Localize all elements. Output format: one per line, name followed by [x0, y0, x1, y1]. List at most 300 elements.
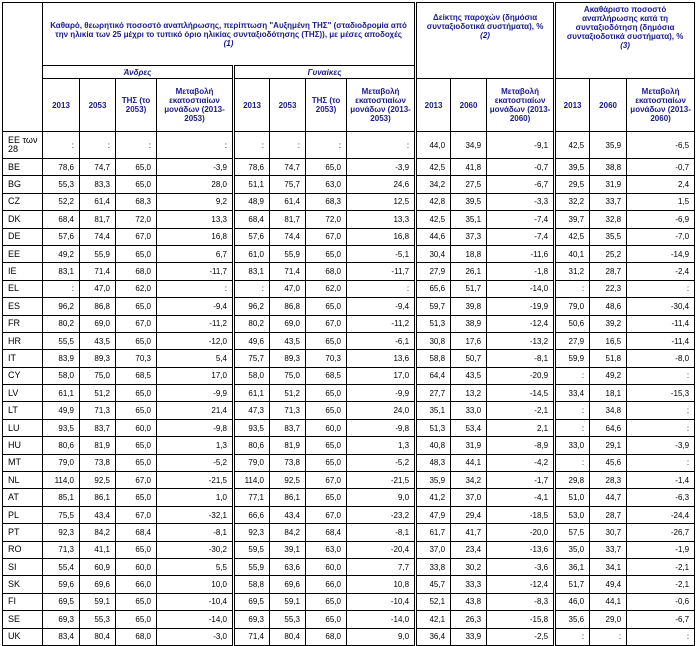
cell-men-2053: 55,9	[80, 245, 116, 262]
col-header-men-change: Μεταβολή εκατοστιαίων μονάδων (2013-2053)	[157, 79, 234, 132]
row-label: LT	[3, 402, 43, 419]
cell-gross-change: :	[627, 402, 695, 419]
cell-benefit-2060: 51,7	[451, 280, 487, 297]
col-header-women-2053: 2053	[270, 79, 306, 132]
cell-women-2053: 84,2	[270, 524, 306, 541]
cell-benefit-change: -18,5	[487, 506, 555, 523]
header-gross-replacement-rate	[555, 3, 695, 79]
cell-women-2013: 58,0	[234, 367, 270, 384]
cell-gross-2060: 49,4	[590, 576, 627, 593]
cell-benefit-2060: 35,1	[451, 211, 487, 228]
row-label: CY	[3, 367, 43, 384]
cell-gross-2060: 51,8	[590, 350, 627, 367]
header-replacement-rate-title: Καθαρό, θεωρητικό ποσοστό αναπλήρωσης, περίπτωση "Αυξημένη ΤΗΣ" (σταδιοδρομία από την ηλικία των 25 μέχρι το τυπικό όριο ηλικίας συνταξιοδότησης (ΤΗΣ)), με μέσες αποδοχές	[50, 20, 407, 39]
cell-women-2013: 69,5	[234, 593, 270, 610]
cell-men-2013: 71,3	[43, 541, 80, 558]
cell-women-2013: 80,6	[234, 437, 270, 454]
row-label: LV	[3, 385, 43, 402]
cell-women-2013: 49,6	[234, 332, 270, 349]
table-row	[3, 437, 695, 454]
table-row	[3, 315, 695, 332]
cell-gross-2013: 32,2	[555, 193, 590, 210]
cell-gross-2013: 29,5	[555, 176, 590, 193]
cell-women-change: -9,9	[347, 385, 416, 402]
cell-benefit-2060: 37,0	[451, 489, 487, 506]
cell-benefit-2013: 44,0	[416, 132, 451, 159]
cell-gross-change: -2,1	[627, 576, 695, 593]
cell-benefit-2013: 44,6	[416, 228, 451, 245]
cell-men-2053: 92,5	[80, 472, 116, 489]
cell-benefit-change: -9,1	[487, 132, 555, 159]
cell-men-2053: 83,7	[80, 419, 116, 436]
cell-women-change: -21,5	[347, 472, 416, 489]
corner-cell-3	[3, 79, 43, 132]
cell-men-ths: 65,0	[116, 176, 157, 193]
cell-women-2013: 61,0	[234, 245, 270, 262]
cell-women-change: -3,9	[347, 159, 416, 176]
cell-gross-2060: :	[590, 628, 627, 645]
cell-men-2053: 71,3	[80, 402, 116, 419]
cell-benefit-2013: 35,1	[416, 402, 451, 419]
cell-benefit-change: -12,4	[487, 576, 555, 593]
cell-benefit-change: -2,1	[487, 402, 555, 419]
table-row	[3, 454, 695, 471]
cell-women-change: :	[347, 280, 416, 297]
row-label: SE	[3, 611, 43, 628]
cell-women-change: 13,3	[347, 211, 416, 228]
cell-benefit-2013: 40,8	[416, 437, 451, 454]
cell-women-change: -5,2	[347, 454, 416, 471]
table-row	[3, 506, 695, 523]
cell-gross-2060: 49,2	[590, 367, 627, 384]
cell-women-ths: 63,0	[306, 176, 347, 193]
cell-men-change: -32,1	[157, 506, 234, 523]
cell-gross-2060: 45,6	[590, 454, 627, 471]
cell-benefit-change: -20,9	[487, 367, 555, 384]
cell-women-change: -14,0	[347, 611, 416, 628]
cell-men-ths: 68,4	[116, 524, 157, 541]
table-row	[3, 245, 695, 262]
cell-gross-2013: 36,1	[555, 558, 590, 575]
cell-women-2013: 51,1	[234, 176, 270, 193]
cell-women-change: -5,1	[347, 245, 416, 262]
cell-gross-2013: 40,1	[555, 245, 590, 262]
cell-gross-2060: 25,2	[590, 245, 627, 262]
cell-men-change: -21,5	[157, 472, 234, 489]
cell-benefit-2060: 34,2	[451, 472, 487, 489]
cell-gross-2060: 35,9	[590, 132, 627, 159]
cell-women-2053: 55,3	[270, 611, 306, 628]
cell-men-ths: 68,5	[116, 367, 157, 384]
cell-gross-2013: 39,5	[555, 159, 590, 176]
cell-women-2013: 55,9	[234, 558, 270, 575]
cell-men-2053: 71,4	[80, 263, 116, 280]
cell-men-ths: 65,0	[116, 332, 157, 349]
cell-men-2013: 83,1	[43, 263, 80, 280]
cell-women-2013: 68,4	[234, 211, 270, 228]
cell-gross-2013: 59,9	[555, 350, 590, 367]
cell-benefit-2060: 27,5	[451, 176, 487, 193]
cell-women-2053: 74,7	[270, 159, 306, 176]
table-row	[3, 419, 695, 436]
cell-men-ths: 67,0	[116, 315, 157, 332]
cell-benefit-2013: 36,4	[416, 628, 451, 645]
cell-gross-2013: 35,6	[555, 611, 590, 628]
cell-benefit-2013: 59,7	[416, 298, 451, 315]
cell-men-change: 16,8	[157, 228, 234, 245]
cell-men-2013: 55,3	[43, 176, 80, 193]
cell-benefit-2060: 44,1	[451, 454, 487, 471]
cell-women-2053: 51,2	[270, 385, 306, 402]
cell-men-ths: 65,0	[116, 454, 157, 471]
cell-men-2013: 52,2	[43, 193, 80, 210]
row-label: FR	[3, 315, 43, 332]
cell-gross-2013: 50,6	[555, 315, 590, 332]
cell-benefit-2013: 48,3	[416, 454, 451, 471]
row-label: EL	[3, 280, 43, 297]
cell-men-2053: 86,1	[80, 489, 116, 506]
cell-gross-2013: 79,0	[555, 298, 590, 315]
cell-benefit-2060: 43,8	[451, 593, 487, 610]
cell-women-change: -23,2	[347, 506, 416, 523]
cell-benefit-change: -13,6	[487, 541, 555, 558]
cell-gross-change: :	[627, 628, 695, 645]
cell-gross-2060: 39,2	[590, 315, 627, 332]
cell-benefit-2060: 41,8	[451, 159, 487, 176]
cell-gross-change: -8,0	[627, 350, 695, 367]
cell-women-ths: 65,0	[306, 489, 347, 506]
cell-women-change: 13,6	[347, 350, 416, 367]
cell-gross-2060: 16,5	[590, 332, 627, 349]
cell-gross-2060: 33,7	[590, 541, 627, 558]
row-label: CZ	[3, 193, 43, 210]
table-row	[3, 489, 695, 506]
cell-gross-change: -30,4	[627, 298, 695, 315]
cell-benefit-2013: 64,4	[416, 367, 451, 384]
cell-men-ths: 65,0	[116, 159, 157, 176]
cell-men-ths: 68,0	[116, 628, 157, 645]
cell-women-ths: :	[306, 132, 347, 159]
cell-women-2053: 74,4	[270, 228, 306, 245]
cell-gross-2013: :	[555, 419, 590, 436]
cell-men-change: -11,7	[157, 263, 234, 280]
cell-benefit-2013: 27,7	[416, 385, 451, 402]
cell-men-ths: 65,0	[116, 437, 157, 454]
cell-benefit-change: -1,8	[487, 263, 555, 280]
cell-women-2053: 81,9	[270, 437, 306, 454]
cell-women-ths: 66,0	[306, 576, 347, 593]
cell-gross-change: -11,4	[627, 315, 695, 332]
cell-women-ths: 68,0	[306, 628, 347, 645]
cell-men-ths: :	[116, 132, 157, 159]
cell-benefit-change: -14,5	[487, 385, 555, 402]
cell-women-ths: 65,0	[306, 159, 347, 176]
cell-men-change: 6,7	[157, 245, 234, 262]
cell-men-ths: 65,0	[116, 385, 157, 402]
cell-benefit-2013: 58,8	[416, 350, 451, 367]
table-row	[3, 541, 695, 558]
cell-benefit-change: -19,9	[487, 298, 555, 315]
cell-gross-2013: 31,2	[555, 263, 590, 280]
cell-benefit-2060: 29,4	[451, 506, 487, 523]
cell-men-change: -11,2	[157, 315, 234, 332]
cell-men-2013: 69,3	[43, 611, 80, 628]
cell-benefit-2060: 17,6	[451, 332, 487, 349]
cell-men-2053: :	[80, 132, 116, 159]
cell-benefit-2013: 27,9	[416, 263, 451, 280]
row-label: IE	[3, 263, 43, 280]
cell-men-change: :	[157, 280, 234, 297]
cell-men-change: -10,4	[157, 593, 234, 610]
cell-men-ths: 67,0	[116, 506, 157, 523]
cell-women-ths: 68,3	[306, 193, 347, 210]
cell-benefit-2060: 33,0	[451, 402, 487, 419]
cell-women-2053: 80,4	[270, 628, 306, 645]
cell-men-2013: 75,5	[43, 506, 80, 523]
cell-men-2013: 96,2	[43, 298, 80, 315]
cell-men-2013: 55,5	[43, 332, 80, 349]
table-row	[3, 402, 695, 419]
table-row	[3, 524, 695, 541]
row-label: EE	[3, 245, 43, 262]
cell-gross-2013: 27,9	[555, 332, 590, 349]
cell-women-ths: 60,0	[306, 558, 347, 575]
cell-men-ths: 62,0	[116, 280, 157, 297]
cell-women-change: -10,4	[347, 593, 416, 610]
header-benefit-ratio-title: Δείκτης παροχών (δημόσια συνταξιοδοτικά συστήματα), %	[426, 13, 544, 31]
cell-gross-2060: 44,1	[590, 593, 627, 610]
cell-gross-2013: :	[555, 402, 590, 419]
cell-men-ths: 65,0	[116, 611, 157, 628]
cell-men-ths: 65,0	[116, 541, 157, 558]
cell-benefit-change: -12,4	[487, 315, 555, 332]
cell-women-2053: 92,5	[270, 472, 306, 489]
cell-women-2013: 93,5	[234, 419, 270, 436]
cell-women-ths: 60,0	[306, 419, 347, 436]
table-row	[3, 176, 695, 193]
cell-benefit-2013: 33,8	[416, 558, 451, 575]
cell-women-2013: :	[234, 280, 270, 297]
cell-women-ths: 65,0	[306, 402, 347, 419]
cell-men-2053: 74,4	[80, 228, 116, 245]
cell-women-ths: 68,4	[306, 524, 347, 541]
cell-benefit-change: -8,9	[487, 437, 555, 454]
header-replacement-rate	[43, 3, 416, 66]
cell-women-change: 9,0	[347, 489, 416, 506]
cell-men-change: -14,0	[157, 611, 234, 628]
cell-benefit-change: -3,3	[487, 193, 555, 210]
header-benefit-ratio	[416, 3, 555, 79]
row-label: FI	[3, 593, 43, 610]
cell-gross-change: :	[627, 280, 695, 297]
cell-women-2013: 59,5	[234, 541, 270, 558]
col-header-benefit-change: Μεταβολή εκατοστιαίων μονάδων (2013-2060)	[487, 79, 555, 132]
cell-men-change: -8,1	[157, 524, 234, 541]
col-header-men-2053: 2053	[80, 79, 116, 132]
row-label: LU	[3, 419, 43, 436]
cell-benefit-2060: 26,3	[451, 611, 487, 628]
cell-benefit-2060: 23,4	[451, 541, 487, 558]
row-label: BG	[3, 176, 43, 193]
cell-men-ths: 66,0	[116, 576, 157, 593]
cell-gross-2013: 33,0	[555, 437, 590, 454]
cell-women-2053: 81,7	[270, 211, 306, 228]
cell-benefit-2060: 50,7	[451, 350, 487, 367]
cell-women-change: -11,7	[347, 263, 416, 280]
cell-women-2053: 75,0	[270, 367, 306, 384]
cell-men-2053: 69,6	[80, 576, 116, 593]
cell-benefit-change: -7,4	[487, 228, 555, 245]
cell-women-2013: 114,0	[234, 472, 270, 489]
cell-gross-change: -6,5	[627, 132, 695, 159]
cell-men-2053: 43,5	[80, 332, 116, 349]
table-row	[3, 159, 695, 176]
cell-gross-2013: 53,0	[555, 506, 590, 523]
cell-benefit-2060: 26,1	[451, 263, 487, 280]
cell-men-change: 9,2	[157, 193, 234, 210]
cell-benefit-change: -15,8	[487, 611, 555, 628]
cell-men-2013: 80,6	[43, 437, 80, 454]
row-label: EE των 28	[3, 132, 43, 159]
cell-gross-change: -6,9	[627, 211, 695, 228]
cell-gross-change: 1,5	[627, 193, 695, 210]
cell-benefit-2060: 39,5	[451, 193, 487, 210]
cell-gross-change: -24,4	[627, 506, 695, 523]
cell-gross-change: -0,7	[627, 159, 695, 176]
col-header-women-ths: ΤΗΣ (το 2053)	[306, 79, 347, 132]
cell-gross-2060: 48,6	[590, 298, 627, 315]
cell-women-ths: 68,0	[306, 263, 347, 280]
cell-benefit-2060: 53,4	[451, 419, 487, 436]
cell-men-ths: 67,0	[116, 228, 157, 245]
cell-men-ths: 68,0	[116, 263, 157, 280]
col-header-gross-2013: 2013	[555, 79, 590, 132]
cell-men-2013: 59,6	[43, 576, 80, 593]
cell-gross-2060: 29,1	[590, 437, 627, 454]
cell-men-ths: 70,3	[116, 350, 157, 367]
table-row	[3, 558, 695, 575]
cell-men-2053: 61,4	[80, 193, 116, 210]
header-note-1: (1)	[223, 38, 234, 48]
cell-women-change: 10,8	[347, 576, 416, 593]
cell-men-change: -9,8	[157, 419, 234, 436]
cell-benefit-2060: 18,8	[451, 245, 487, 262]
cell-men-2013: 68,4	[43, 211, 80, 228]
cell-benefit-2013: 51,3	[416, 315, 451, 332]
cell-benefit-change: -8,1	[487, 350, 555, 367]
cell-gross-2060: 28,7	[590, 506, 627, 523]
cell-men-2013: 61,1	[43, 385, 80, 402]
cell-gross-change: -15,3	[627, 385, 695, 402]
row-label: HR	[3, 332, 43, 349]
cell-women-ths: 70,3	[306, 350, 347, 367]
cell-gross-change: -7,0	[627, 228, 695, 245]
cell-women-2013: 75,7	[234, 350, 270, 367]
cell-men-2013: 69,5	[43, 593, 80, 610]
cell-men-2053: 60,9	[80, 558, 116, 575]
table-row	[3, 228, 695, 245]
cell-men-ths: 65,0	[116, 402, 157, 419]
cell-women-2053: 89,3	[270, 350, 306, 367]
cell-women-change: 16,8	[347, 228, 416, 245]
cell-women-change: 24,0	[347, 402, 416, 419]
row-label: HU	[3, 437, 43, 454]
cell-gross-2060: 34,1	[590, 558, 627, 575]
cell-women-2053: 47,0	[270, 280, 306, 297]
cell-women-ths: 67,0	[306, 506, 347, 523]
cell-benefit-2013: 45,7	[416, 576, 451, 593]
row-label: DE	[3, 228, 43, 245]
cell-men-2053: 47,0	[80, 280, 116, 297]
cell-benefit-change: -4,1	[487, 489, 555, 506]
cell-women-2013: 61,1	[234, 385, 270, 402]
cell-gross-2060: 31,9	[590, 176, 627, 193]
cell-men-2013: 83,9	[43, 350, 80, 367]
cell-men-2013: 57,6	[43, 228, 80, 245]
cell-women-ths: 67,0	[306, 228, 347, 245]
row-label: PL	[3, 506, 43, 523]
cell-women-2013: 92,3	[234, 524, 270, 541]
table-row	[3, 298, 695, 315]
cell-gross-2013: 51,7	[555, 576, 590, 593]
cell-women-2053: 73,8	[270, 454, 306, 471]
cell-benefit-2013: 30,8	[416, 332, 451, 349]
cell-benefit-change: -14,0	[487, 280, 555, 297]
cell-benefit-2013: 35,9	[416, 472, 451, 489]
table-row	[3, 611, 695, 628]
cell-women-change: 17,0	[347, 367, 416, 384]
cell-women-2053: 43,5	[270, 332, 306, 349]
cell-women-ths: 67,0	[306, 472, 347, 489]
row-label: BE	[3, 159, 43, 176]
cell-benefit-change: -8,3	[487, 593, 555, 610]
cell-women-change: 24,6	[347, 176, 416, 193]
cell-benefit-change: -13,2	[487, 332, 555, 349]
table-row	[3, 628, 695, 645]
row-label: AT	[3, 489, 43, 506]
cell-women-2053: 69,6	[270, 576, 306, 593]
cell-women-2013: 66,6	[234, 506, 270, 523]
cell-gross-2060: 44,7	[590, 489, 627, 506]
cell-men-ths: 65,0	[116, 489, 157, 506]
cell-gross-change: -1,9	[627, 541, 695, 558]
cell-gross-2013: 35,0	[555, 541, 590, 558]
table-row	[3, 576, 695, 593]
cell-gross-change: -2,1	[627, 558, 695, 575]
cell-men-change: 10,0	[157, 576, 234, 593]
cell-benefit-2060: 30,2	[451, 558, 487, 575]
cell-gross-change: :	[627, 367, 695, 384]
cell-gross-2060: 38,8	[590, 159, 627, 176]
cell-men-2053: 69,0	[80, 315, 116, 332]
cell-men-2053: 41,1	[80, 541, 116, 558]
cell-men-ths: 65,0	[116, 593, 157, 610]
cell-men-2053: 51,2	[80, 385, 116, 402]
cell-gross-2060: 35,5	[590, 228, 627, 245]
cell-women-2013: 47,3	[234, 402, 270, 419]
col-header-men-ths: ΤΗΣ (το 2053)	[116, 79, 157, 132]
col-header-women-2013: 2013	[234, 79, 270, 132]
cell-women-ths: 65,0	[306, 454, 347, 471]
cell-gross-2013: :	[555, 628, 590, 645]
cell-gross-2013: 39,7	[555, 211, 590, 228]
cell-men-2053: 55,3	[80, 611, 116, 628]
cell-women-ths: 65,0	[306, 593, 347, 610]
cell-benefit-2013: 61,7	[416, 524, 451, 541]
table-row	[3, 350, 695, 367]
cell-men-2013: 92,3	[43, 524, 80, 541]
cell-men-ths: 60,0	[116, 419, 157, 436]
